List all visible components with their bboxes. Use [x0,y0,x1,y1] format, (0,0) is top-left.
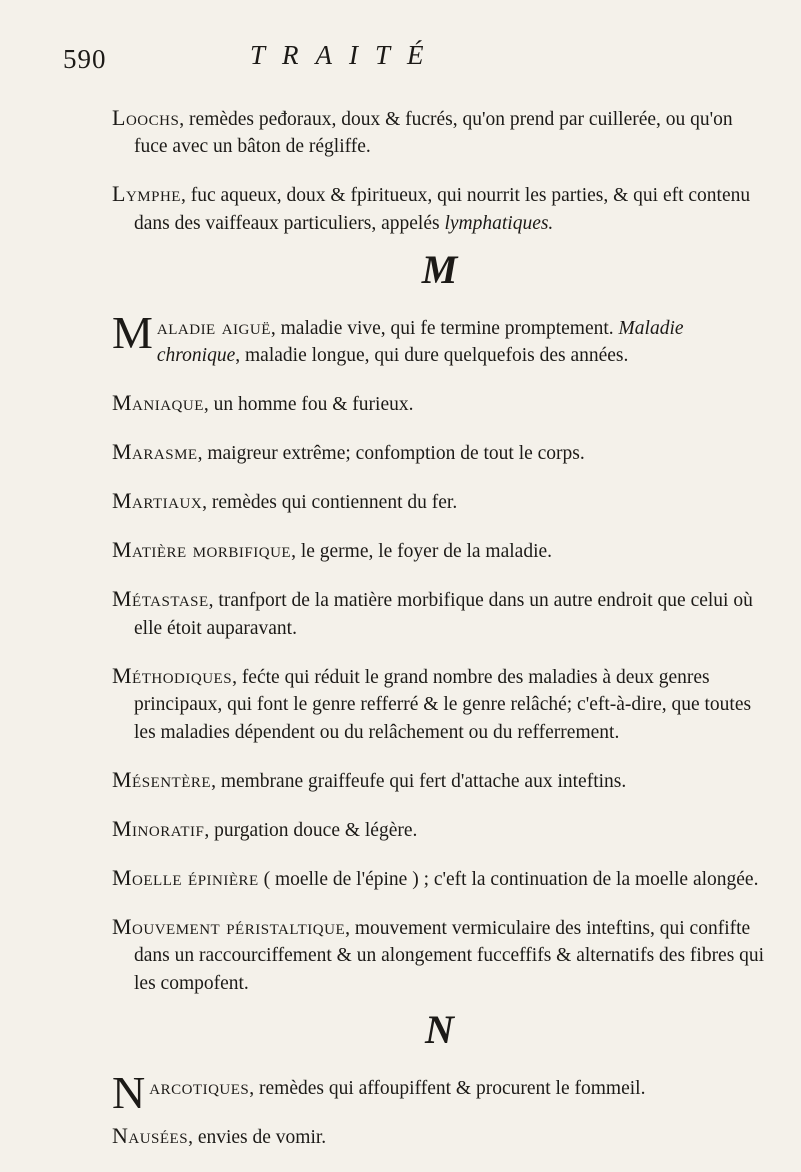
entry-term: Métastase [112,586,209,611]
entry-term: Marasme [112,439,198,464]
entry-marasme [112,438,767,468]
entry-definition: , envies de vomir. [188,1126,327,1148]
entry-term: Mésentère [112,766,212,792]
entry-definition: , remèdes peđoraux, doux & fucrés, qu'on prend par cuillerée, ou qu'on fuce avec un bâton de régliffe. [134,108,733,157]
section-letter-m: M [421,247,458,292]
entry-mouvement-peristaltique [112,913,767,998]
page-number: 590 [63,44,107,74]
entry-term: aladie aiguë [156,313,271,339]
entry-definition: , purgation douce & légère. [204,819,418,841]
glossary-body [112,84,767,1161]
entry-term: Lymphe [112,181,181,206]
entry-maniaque [112,389,767,419]
entry-definition: , mouvement vermiculaire des inteftins, qui confifte dans un raccourciffement & un alongement fucceffifs & alternatifs des fibres qui les compofent. [134,917,765,994]
entry-term: Matière morbifique [112,537,292,562]
entry-nausees [112,1122,767,1152]
drop-capital: N [112,1066,146,1118]
entry-narcotiques [112,1066,767,1118]
entry-term: Nausées [112,1122,189,1148]
entry-term: Mouvement péristaltique [112,913,346,939]
entry-term: Maniaque [112,390,204,415]
entry-methodiques [112,662,767,747]
entry-matiere-morbifique [112,536,767,566]
entry-metastase [112,585,767,642]
entry-definition: , maladie vive, qui fe termine promptement. [270,317,614,339]
entry-definition: , fuc aqueux, doux & fpiritueux, qui nourrit les parties, & qui eft contenu dans des vaiffeaux particuliers, appelés [134,185,751,234]
entry-definition-2: , maladie longue, qui dure quelquefois des années. [235,345,629,366]
section-letter-n: N [425,1007,454,1052]
entry-martiaux [112,487,767,517]
entry-definition: , remèdes qui affoupiffent & procurent le fommeil. [249,1077,646,1099]
entry-maladie [112,306,767,370]
entry-term: Minoratif [112,815,205,841]
entry-term: Moelle épinière [112,864,259,890]
drop-capital: M [112,306,153,358]
entry-lymphe [112,180,767,237]
entry-definition: , fećte qui réduit le grand nombre des maladies à deux genres principaux, qui font le genre refferré & le genre relâché; c'eft-à-dire, que toutes les maladies dépendent ou du relâchement ou du refferrement. [134,666,752,743]
entry-italic: lymphatiques. [444,212,554,234]
entry-definition: , membrane graiffeufe qui fert d'attache aux inteftins. [211,770,627,792]
running-title: TRAITÉ [250,40,441,70]
entry-term: Martiaux [112,488,203,513]
entry-mesentere [112,766,767,796]
entry-definition: ( moelle de l'épine ) ; c'eft la continuation de la moelle alongée. [258,868,759,890]
entry-term: Méthodiques [112,662,233,688]
entry-definition: , un homme fou & furieux. [203,394,414,415]
entry-definition: , remèdes qui contiennent du fer. [202,492,458,513]
entry-minoratif [112,815,767,845]
entry-term: arcotiques [149,1073,250,1099]
entry-loochs [112,104,767,161]
entry-definition: , maigreur extrême; confomption de tout le corps. [197,443,585,464]
entry-italic: Maladie chronique [156,317,684,366]
entry-term: Loochs [112,104,180,130]
entry-moelle-epiniere [112,864,767,894]
entry-definition: , le germe, le foyer de la maladie. [291,541,553,562]
entry-definition: , tranfport de la matière morbifique dans un autre endroit que celui où elle étoit auparavant. [134,590,753,639]
